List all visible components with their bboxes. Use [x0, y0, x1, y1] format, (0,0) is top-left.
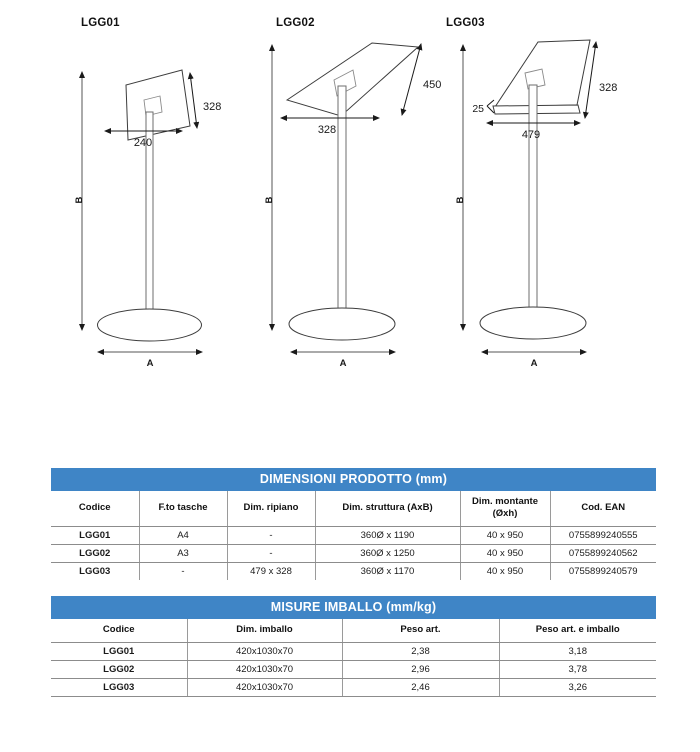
table1-r2-dim-montante: 40 x 950: [460, 562, 550, 580]
dim-label-total-height: B: [455, 196, 466, 204]
table1-r1-dim-ripiano: -: [227, 544, 315, 562]
table2-r2-dim-imballo: 420x1030x70: [187, 678, 342, 696]
table-row: [51, 562, 656, 580]
dim-line-panel-height: [190, 73, 197, 128]
table2-title: MISURE IMBALLO (mm/kg): [51, 596, 656, 619]
drawing-svg-lgg03: [430, 0, 670, 440]
table1-header-dim-montante: Dim. montante (Øxh): [460, 491, 550, 526]
table1-r2-fto-tasche: -: [139, 562, 227, 580]
dim-label-base-width: A: [530, 358, 538, 369]
table2-header-peso-art: Peso art.: [342, 619, 499, 642]
dim-label-base-width: A: [146, 358, 154, 369]
table2-r1-peso-art-imballo: 3,78: [499, 660, 656, 678]
table1-title-row: [51, 468, 656, 491]
table-row: [51, 678, 656, 696]
table1-r2-codice: LGG03: [51, 562, 139, 580]
drawing-title-lgg02: LGG02: [276, 17, 315, 29]
table2-r0-peso-art-imballo: 3,18: [499, 642, 656, 660]
table1-r0-cod-ean: 0755899240555: [550, 526, 656, 544]
table2-header-dim-imballo: Dim. imballo: [187, 619, 342, 642]
dim-label-panel-width: 328: [317, 124, 337, 136]
table1-r0-dim-ripiano: -: [227, 526, 315, 544]
table-dimensioni-prodotto: [51, 468, 656, 580]
dim-label-base-width: A: [339, 358, 347, 369]
table1-r0-dim-montante: 40 x 950: [460, 526, 550, 544]
table2-r1-codice: LGG02: [51, 660, 187, 678]
table-row: [51, 660, 656, 678]
table1-r1-dim-struttura: 360Ø x 1250: [315, 544, 460, 562]
drawing-title-lgg03: LGG03: [446, 17, 485, 29]
table2-r0-peso-art: 2,38: [342, 642, 499, 660]
dim-label-total-height: B: [74, 196, 85, 204]
drawing-title-lgg01: LGG01: [81, 17, 120, 29]
table2-r0-codice: LGG01: [51, 642, 187, 660]
dim-label-panel-width: 479: [521, 129, 541, 141]
dim-label-panel-height: 328: [599, 82, 618, 94]
table1-header-dim-ripiano: Dim. ripiano: [227, 491, 315, 526]
table-row: [51, 544, 656, 562]
drawing-svg-lgg01: [60, 0, 260, 440]
table1-r0-dim-struttura: 360Ø x 1190: [315, 526, 460, 544]
dim-label-total-height: B: [264, 196, 275, 204]
dim-label-panel-width: 240: [133, 137, 153, 149]
table1-header-cod-ean: Cod. EAN: [550, 491, 656, 526]
table2-r1-peso-art: 2,96: [342, 660, 499, 678]
table1-r1-dim-montante: 40 x 950: [460, 544, 550, 562]
table1-r1-codice: LGG02: [51, 544, 139, 562]
table1-r2-dim-struttura: 360Ø x 1170: [315, 562, 460, 580]
table1-r2-dim-ripiano: 479 x 328: [227, 562, 315, 580]
base-ellipse-shape: [98, 309, 202, 341]
base-ellipse-shape: [480, 307, 586, 339]
table-row: [51, 526, 656, 544]
table1-header-codice: Codice: [51, 491, 139, 526]
table1-r1-cod-ean: 0755899240562: [550, 544, 656, 562]
table2-bottom-rule: [51, 696, 656, 697]
table1-header-fto-tasche: F.to tasche: [139, 491, 227, 526]
table2-header-peso-art-imballo: Peso art. e imballo: [499, 619, 656, 642]
dim-label-panel-height: 328: [203, 101, 222, 113]
pole-shape: [529, 85, 537, 325]
table2-r2-peso-art-imballo: 3,26: [499, 678, 656, 696]
table2-header-row: [51, 619, 656, 642]
pole-shape: [338, 86, 346, 326]
dim-label-angle: 25: [472, 103, 484, 115]
base-ellipse-shape: [289, 308, 395, 340]
table-row: [51, 642, 656, 660]
table2-r0-dim-imballo: 420x1030x70: [187, 642, 342, 660]
table1-title: DIMENSIONI PRODOTTO (mm): [51, 468, 656, 491]
table1-header-dim-struttura: Dim. struttura (AxB): [315, 491, 460, 526]
drawing-lgg03: [430, 0, 670, 440]
table1-header-row: [51, 491, 656, 526]
table1-r0-codice: LGG01: [51, 526, 139, 544]
table1-r2-cod-ean: 0755899240579: [550, 562, 656, 580]
table2-r2-codice: LGG03: [51, 678, 187, 696]
table2-title-row: [51, 596, 656, 619]
table1-r1-fto-tasche: A3: [139, 544, 227, 562]
table1-r0-fto-tasche: A4: [139, 526, 227, 544]
table2-header-codice: Codice: [51, 619, 187, 642]
drawing-lgg01: [60, 0, 260, 440]
table2-r2-peso-art: 2,46: [342, 678, 499, 696]
table-misure-imballo: [51, 596, 656, 697]
table2-r1-dim-imballo: 420x1030x70: [187, 660, 342, 678]
dim-label-panel-height: 450: [423, 79, 442, 91]
